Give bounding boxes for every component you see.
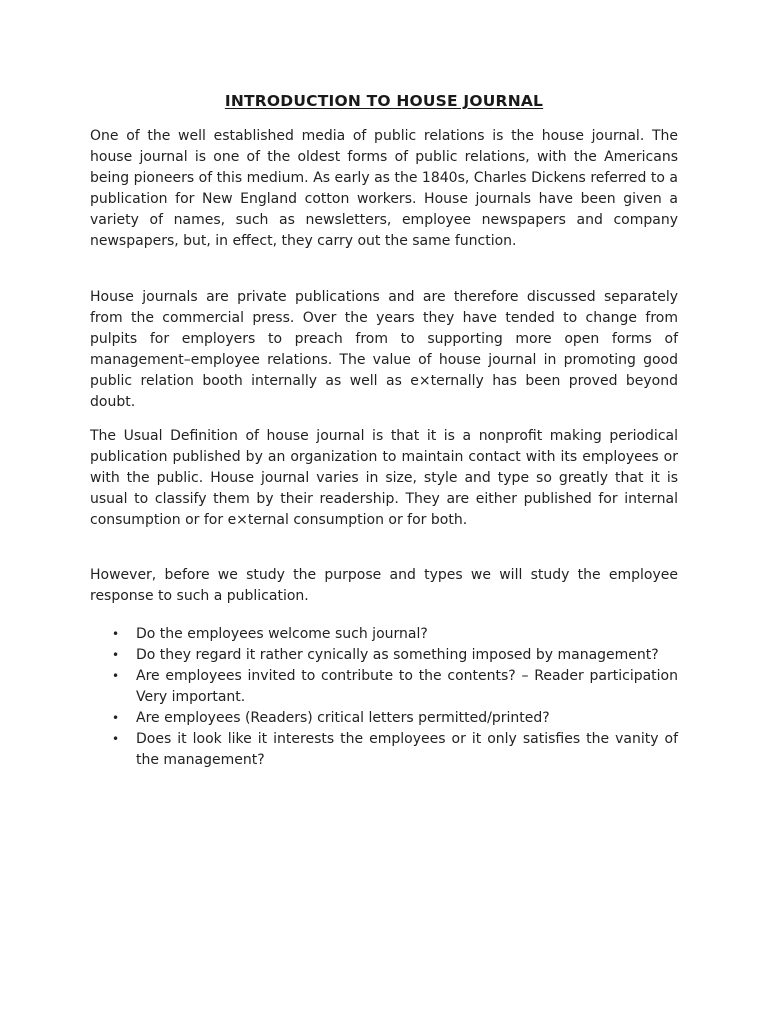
question-list xyxy=(108,624,678,771)
list-item-text: Do the employees welcome such journal? xyxy=(136,626,428,642)
list-item-text: Do they regard it rather cynically as something imposed by management? xyxy=(136,647,659,663)
list-item-text: Are employees invited to contribute to the contents? – Reader participation Very important. xyxy=(136,668,678,705)
list-item xyxy=(108,624,678,645)
bullet-icon: • xyxy=(112,732,120,746)
paragraph-4: However, before we study the purpose and types we will study the employee response to such a publication. xyxy=(90,567,678,604)
list-item xyxy=(108,666,678,708)
page-title: INTRODUCTION TO HOUSE JOURNAL xyxy=(224,92,544,110)
bullet-icon: • xyxy=(112,648,120,662)
bullet-icon: • xyxy=(112,669,120,683)
list-item xyxy=(108,729,678,771)
paragraph-3: The Usual Definition of house journal is that it is a nonprofit making periodical publication published by an organization to maintain contact with its employees or with the public. House journal varies in size, style and type so greatly that it is usual to classify them by their readership. They are either published for internal consumption or for e×ternal consumption or for both. xyxy=(90,428,678,528)
list-item-text: Does it look like it interests the employees or it only satisfies the vanity of the management? xyxy=(136,731,678,768)
paragraph-2: House journals are private publications and are therefore discussed separately from the commercial press. Over the years they have tended to change from pulpits for employers to preach from to supporting more open forms of management–employee relations. The value of house journal in promoting good public relation booth internally as well as e×ternally has been proved beyond doubt. xyxy=(90,289,678,410)
list-item xyxy=(108,708,678,729)
list-item xyxy=(108,645,678,666)
list-item-text: Are employees (Readers) critical letters permitted/printed? xyxy=(136,710,550,726)
paragraph-1: One of the well established media of public relations is the house journal. The house journal is one of the oldest forms of public relations, with the Americans being pioneers of this medium. As early as the 1840s, Charles Dickens referred to a publication for New England cotton workers. House journals have been given a variety of names, such as newsletters, employee newspapers and company newspapers, but, in effect, they carry out the same function. xyxy=(90,128,678,249)
bullet-icon: • xyxy=(112,627,120,641)
bullet-icon: • xyxy=(112,711,120,725)
